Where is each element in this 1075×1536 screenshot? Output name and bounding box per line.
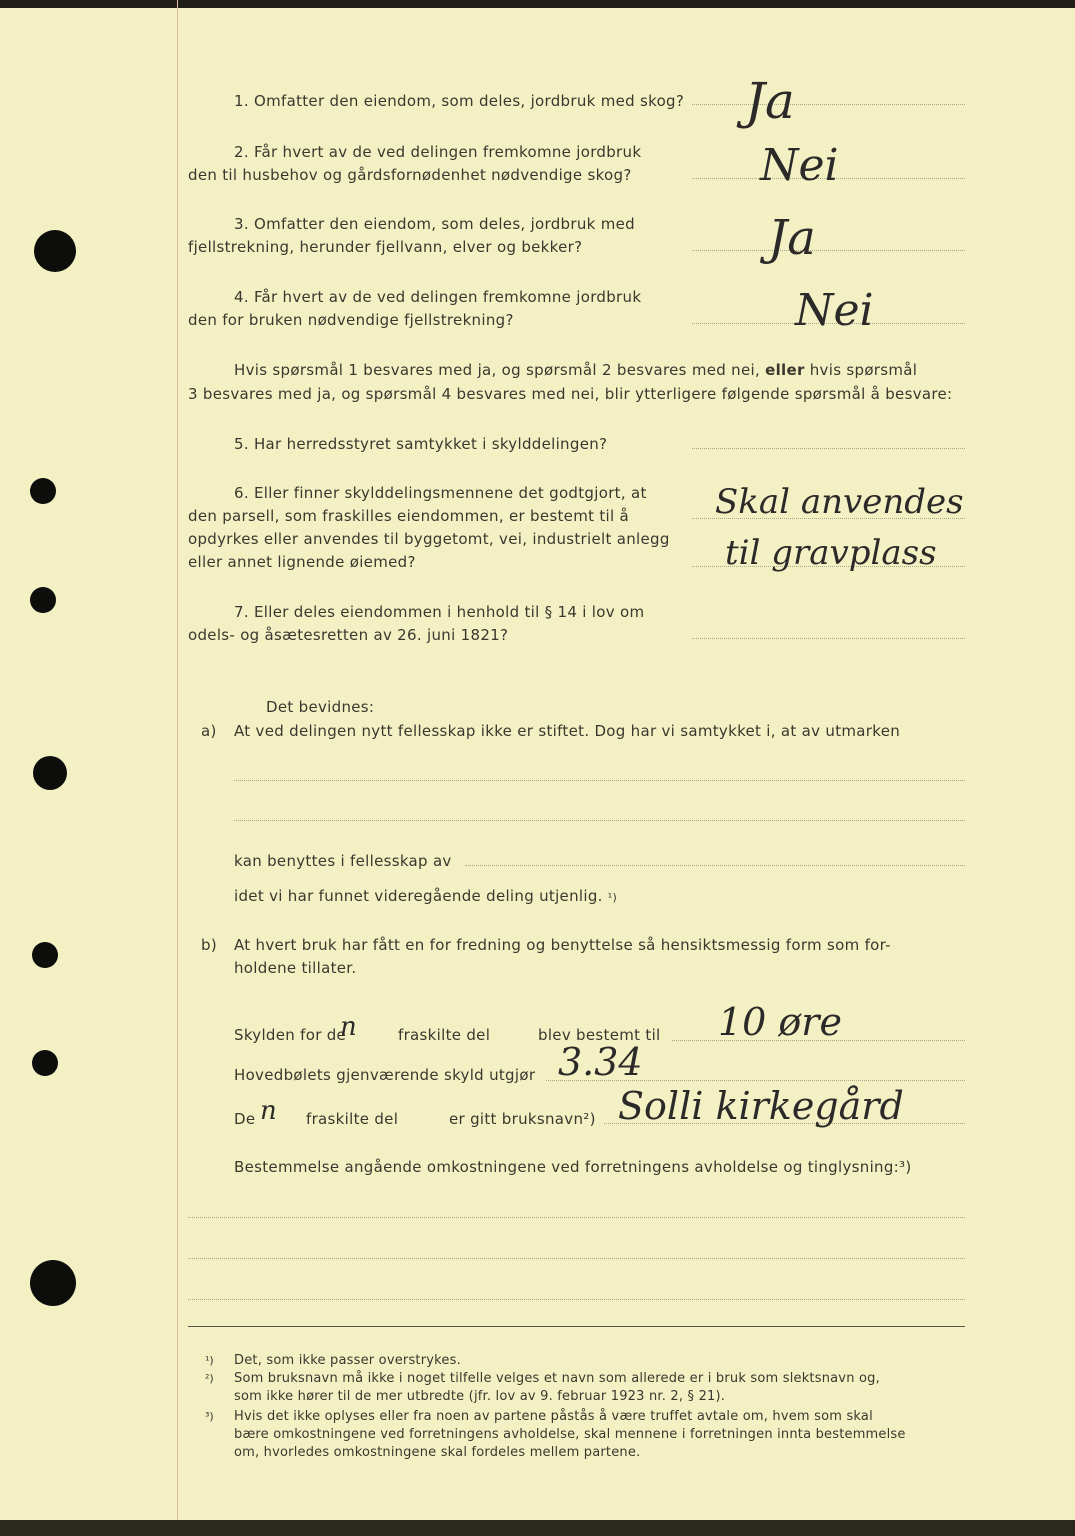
bruksnavn-value: Solli kirkegård <box>618 1084 904 1128</box>
punch-hole <box>30 1260 76 1306</box>
blank-line <box>465 865 965 866</box>
footnote-1-line1: Det, som ikke passer overstrykes. <box>234 1353 461 1368</box>
blank-line <box>188 1217 965 1218</box>
footnote-2-line1: Som bruksnavn må ikke i noget tilfelle velges et navn som allerede er i bruk som slektsnavn og, <box>234 1371 880 1386</box>
skylden-bestemt-label: blev bestemt til <box>538 1026 661 1044</box>
conditional-line1-b: hvis spørsmål <box>809 361 918 379</box>
question-2-answer: Nei <box>760 140 839 191</box>
question-4-answer: Nei <box>795 285 874 336</box>
question-1-text: 1. Omfatter den eiendom, som deles, jordbruk med skog? <box>234 92 685 110</box>
footnote-2-line2: som ikke hører til de mer utbredte (jfr. lov av 9. februar 1923 nr. 2, § 21). <box>234 1389 726 1404</box>
question-7-text-line1: 7. Eller deles eiendommen i henhold til § 14 i lov om <box>234 603 645 621</box>
bevidnes-a-label: a) <box>201 722 217 740</box>
skylden-handwritten-n: n <box>340 1012 357 1042</box>
question-3-text-line2: fjellstrekning, herunder fjellvann, elver og bekker? <box>188 238 583 256</box>
blank-line <box>234 780 965 781</box>
bruksnavn-de-label: De <box>234 1110 256 1128</box>
conditional-line2: 3 besvares med ja, og spørsmål 4 besvares med nei, blir ytterligere følgende spørsmål å besvare: <box>188 385 953 403</box>
conditional-line1 <box>234 359 917 382</box>
question-6-text-line2: den parsell, som fraskilles eiendommen, er bestemt til å <box>188 507 630 525</box>
answer-line <box>692 448 965 449</box>
question-7-text-line2: odels- og åsætesretten av 26. juni 1821? <box>188 626 509 644</box>
question-5-text: 5. Har herredsstyret samtykket i skylddelingen? <box>234 435 608 453</box>
question-3-text-line1: 3. Omfatter den eiendom, som deles, jordbruk med <box>234 215 635 233</box>
idet-text <box>234 885 617 909</box>
punch-hole <box>33 756 67 790</box>
footnote-3-line3: om, hvorledes omkostningene skal fordeles mellem partene. <box>234 1445 641 1460</box>
footnote-3-line1: Hvis det ikke oplyses eller fra noen av partene påstås å være truffet avtale om, hvem som skal <box>234 1409 873 1424</box>
question-6-answer-line2: til gravplass <box>725 533 937 573</box>
bestemmelse-text: Bestemmelse angående omkostningene ved forretningens avholdelse og tinglysning:³) <box>234 1158 912 1176</box>
question-1-answer: Ja <box>745 72 795 130</box>
blank-line <box>188 1299 965 1300</box>
question-3-answer: Ja <box>768 210 816 266</box>
bruksnavn-handwritten-n: n <box>260 1096 277 1126</box>
question-6-answer-line1: Skal anvendes <box>715 482 964 522</box>
question-6-text-line4: eller annet lignende øiemed? <box>188 553 416 571</box>
punch-hole <box>30 587 56 613</box>
bevidnes-a-text: At ved delingen nytt fellesskap ikke er stiftet. Dog har vi samtykket i, at av utmarken <box>234 722 901 740</box>
bruksnavn-label: er gitt bruksnavn²) <box>449 1110 596 1128</box>
skylden-value: 10 øre <box>718 1000 842 1044</box>
hovedbol-value: 3.34 <box>558 1040 643 1084</box>
answer-line <box>692 638 965 639</box>
bevidnes-b-line2: holdene tillater. <box>234 959 357 977</box>
footnote-1-mark: ¹) <box>205 1354 214 1367</box>
question-6-text-line3: opdyrkes eller anvendes til byggetomt, vei, industrielt anlegg <box>188 530 670 548</box>
footnote-3-mark: ³) <box>205 1410 214 1423</box>
conditional-line1-a: Hvis spørsmål 1 besvares med ja, og spørsmål 2 besvares med nei, <box>234 361 761 379</box>
idet-text-body: idet vi har funnet videregående deling utjenlig. <box>234 887 603 905</box>
conditional-emphasis: eller <box>765 361 805 379</box>
punch-hole <box>32 942 58 968</box>
margin-line <box>177 0 178 1520</box>
punch-hole <box>32 1050 58 1076</box>
skylden-fraskilte-label: fraskilte del <box>398 1026 491 1044</box>
kan-benyttes-text: kan benyttes i fellesskap av <box>234 852 452 870</box>
question-6-text-line1: 6. Eller finner skylddelingsmennene det godtgjort, at <box>234 484 647 502</box>
blank-line <box>188 1258 965 1259</box>
bevidnes-b-line1: At hvert bruk har fått en for fredning og benyttelse så hensiktsmessig form som for- <box>234 936 891 954</box>
bevidnes-heading: Det bevidnes: <box>266 698 375 716</box>
bevidnes-b-label: b) <box>201 936 217 954</box>
question-4-text-line2: den for bruken nødvendige fjellstrekning? <box>188 311 514 329</box>
bruksnavn-fraskilte-label: fraskilte del <box>306 1110 399 1128</box>
scan-bottom-edge <box>0 1520 1075 1536</box>
punch-hole <box>30 478 56 504</box>
blank-line <box>234 820 965 821</box>
question-2-text-line2: den til husbehov og gårdsfornødenhet nødvendige skog? <box>188 166 632 184</box>
footnote-ref-1: ¹) <box>607 891 618 904</box>
footnote-2-mark: ²) <box>205 1372 214 1385</box>
footnote-divider <box>188 1326 965 1327</box>
answer-line <box>692 104 965 105</box>
question-2-text-line1: 2. Får hvert av de ved delingen fremkomne jordbruk <box>234 143 642 161</box>
skylden-label: Skylden for de <box>234 1026 347 1044</box>
hovedbol-label: Hovedbølets gjenværende skyld utgjør <box>234 1066 536 1084</box>
footnote-3-line2: bære omkostningene ved forretningens avholdelse, skal mennene i forretningen innta bestemmelse <box>234 1427 906 1442</box>
question-4-text-line1: 4. Får hvert av de ved delingen fremkomne jordbruk <box>234 288 642 306</box>
answer-line <box>692 250 965 251</box>
punch-hole <box>34 230 76 272</box>
scan-top-edge <box>0 0 1075 8</box>
